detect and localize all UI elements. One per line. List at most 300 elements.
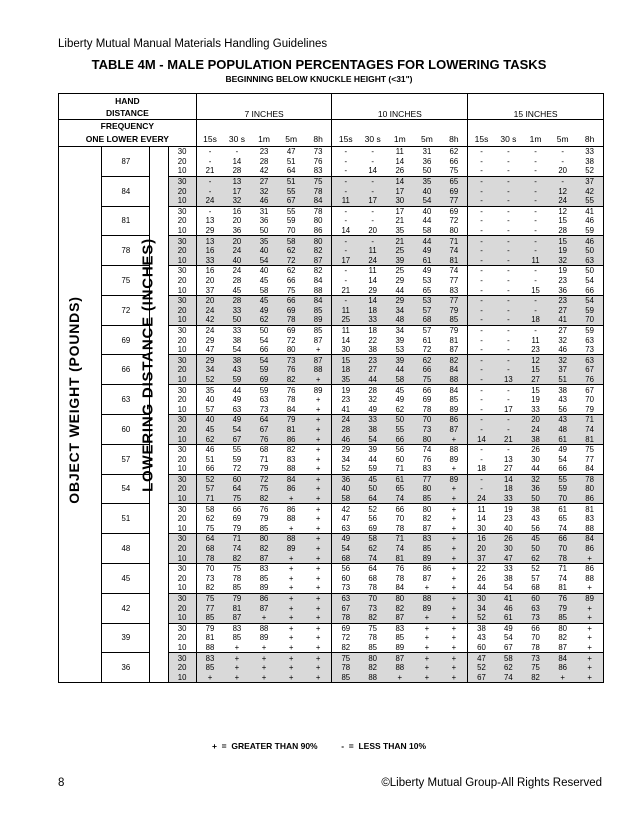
lowering-distance-value: 20 <box>168 306 196 316</box>
percentage-cell: 84 <box>441 385 468 395</box>
percentage-cell: 85 <box>368 642 378 652</box>
table-row <box>59 206 604 216</box>
percentage-cell: 12 <box>522 355 549 365</box>
percentage-cell: 19 <box>504 504 513 514</box>
percentage-cell: - <box>468 295 495 305</box>
percentage-cell: - <box>468 186 495 196</box>
percentage-cell: 70 <box>205 564 215 574</box>
percentage-cell: + <box>288 583 294 593</box>
percentage-cell: - <box>507 395 510 405</box>
object-weight-value: 66 <box>102 355 150 385</box>
percentage-cell: - <box>534 206 537 216</box>
percentage-cell: 85 <box>232 583 242 593</box>
percentage-cell: 89 <box>259 633 269 643</box>
percentage-cell: 70 <box>549 494 576 504</box>
percentage-cell: 89 <box>259 583 269 593</box>
percentage-cell: 73 <box>522 613 549 623</box>
percentage-cell: + <box>305 672 332 682</box>
percentage-cell: + <box>288 642 294 652</box>
running-header: Liberty Mutual Manual Materials Handling Guidelines <box>58 38 328 50</box>
percentage-cell: 39 <box>368 445 378 455</box>
percentage-cell: 86 <box>441 415 468 425</box>
percentage-cell: 85 <box>395 633 405 643</box>
percentage-cell: 29 <box>395 276 405 286</box>
percentage-cell: 24 <box>332 415 359 425</box>
percentage-cell: 50 <box>223 315 250 325</box>
percentage-cell: + <box>441 464 468 474</box>
percentage-cell: 81 <box>223 603 250 613</box>
percentage-cell: 45 <box>395 385 405 395</box>
percentage-cell: - <box>522 196 549 206</box>
percentage-cell: 77 <box>441 196 468 206</box>
percentage-cell: 85 <box>232 633 242 643</box>
percentage-cell: + <box>305 504 332 514</box>
percentage-cell: - <box>468 375 495 385</box>
lowering-distance-value: 20 <box>168 276 196 286</box>
percentage-cell: 20 <box>468 544 495 554</box>
percentage-cell: 66 <box>576 285 603 295</box>
percentage-cell: 86 <box>576 494 603 504</box>
percentage-cell: 24 <box>196 306 223 316</box>
percentage-cell: 86 <box>278 484 305 494</box>
percentage-cell: + <box>413 663 440 673</box>
percentage-cell: - <box>495 176 522 186</box>
percentage-cell: 14 <box>386 176 413 186</box>
percentage-cell: 75 <box>522 663 549 673</box>
percentage-cell: 79 <box>259 514 269 524</box>
percentage-cell: 45 <box>259 276 269 286</box>
percentage-cell: 33 <box>359 315 386 325</box>
object-weight-value: 45 <box>102 563 150 593</box>
percentage-cell: + <box>441 514 468 524</box>
percentage-cell: 60 <box>477 642 486 652</box>
percentage-cell: + <box>576 623 603 633</box>
percentage-cell: 69 <box>441 206 468 216</box>
percentage-cell: 78 <box>332 663 359 673</box>
percentage-cell: 19 <box>341 385 351 395</box>
percentage-cell: + <box>305 404 332 414</box>
percentage-cell: 36 <box>558 285 568 295</box>
percentage-cell: 33 <box>495 494 522 504</box>
percentage-cell: 66 <box>422 385 432 395</box>
percentage-cell: 26 <box>495 534 522 544</box>
percentage-cell: 75 <box>332 653 359 663</box>
percentage-cell: 58 <box>422 226 432 236</box>
percentage-cell: - <box>344 266 348 276</box>
percentage-cell: + <box>441 434 468 444</box>
frequency-header: 5m <box>556 134 569 144</box>
percentage-cell: + <box>424 583 430 593</box>
percentage-cell: 62 <box>441 147 468 157</box>
percentage-cell: 32 <box>522 474 549 484</box>
percentage-cell: 25 <box>395 266 405 276</box>
percentage-cell: 71 <box>395 464 405 474</box>
lowering-distance-value: 10 <box>168 464 196 474</box>
percentage-cell: 31 <box>259 206 269 216</box>
table-row <box>59 176 604 186</box>
percentage-cell: 54 <box>250 256 277 266</box>
percentage-cell: 59 <box>576 306 603 316</box>
percentage-cell: - <box>495 315 522 325</box>
percentage-cell: 53 <box>422 276 432 286</box>
percentage-cell: 78 <box>332 613 359 623</box>
percentage-cell: 42 <box>341 504 351 514</box>
percentage-cell: + <box>278 672 305 682</box>
percentage-cell: 73 <box>359 603 386 613</box>
percentage-cell: + <box>441 613 468 623</box>
percentage-cell: 83 <box>232 623 242 633</box>
percentage-cell: 50 <box>386 415 413 425</box>
percentage-cell: 29 <box>386 295 413 305</box>
percentage-cell: 62 <box>196 434 223 444</box>
percentage-cell: 64 <box>196 534 223 544</box>
percentage-cell: - <box>371 216 374 226</box>
percentage-cell: 82 <box>558 633 568 643</box>
percentage-cell: 70 <box>549 544 576 554</box>
percentage-cell: + <box>278 653 305 663</box>
percentage-cell: 45 <box>196 425 223 435</box>
percentage-cell: 23 <box>558 276 568 286</box>
percentage-cell: 33 <box>359 415 386 425</box>
percentage-cell: 22 <box>477 564 486 574</box>
percentage-cell: 84 <box>305 276 332 286</box>
percentage-cell: 78 <box>368 633 378 643</box>
percentage-cell: + <box>278 553 305 563</box>
percentage-cell: 24 <box>522 425 549 435</box>
percentage-cell: - <box>359 176 386 186</box>
percentage-cell: - <box>534 226 537 236</box>
percentage-cell: 11 <box>332 306 359 316</box>
percentage-cell: 86 <box>549 663 576 673</box>
percentage-cell: 68 <box>368 573 378 583</box>
percentage-cell: 84 <box>576 534 603 544</box>
percentage-cell: + <box>196 672 223 682</box>
group-header-7in: 7 INCHES <box>196 94 332 120</box>
percentage-cell: 54 <box>359 434 386 444</box>
lowering-distance-value: 10 <box>168 285 196 295</box>
percentage-cell: 84 <box>576 464 603 474</box>
percentage-cell: 74 <box>558 523 568 533</box>
percentage-cell: 79 <box>259 464 269 474</box>
percentage-cell: 60 <box>522 593 549 603</box>
percentage-cell: 50 <box>359 484 386 494</box>
percentage-cell: - <box>480 395 483 405</box>
percentage-cell: 36 <box>232 226 242 236</box>
percentage-cell: 40 <box>196 415 223 425</box>
percentage-cell: 15 <box>531 285 540 295</box>
percentage-cell: 33 <box>576 147 603 157</box>
percentage-cell: 62 <box>278 246 305 256</box>
percentage-cell: 69 <box>368 523 378 533</box>
percentage-cell: 63 <box>576 355 603 365</box>
percentage-cell: - <box>561 147 564 157</box>
percentage-cell: 38 <box>576 157 603 167</box>
percentage-cell: 83 <box>576 514 603 524</box>
percentage-cell: 85 <box>549 613 576 623</box>
percentage-cell: 23 <box>504 514 513 524</box>
percentage-cell: 67 <box>576 365 603 375</box>
percentage-cell: - <box>507 345 510 355</box>
percentage-cell: 16 <box>468 534 495 544</box>
percentage-cell: 49 <box>395 395 405 405</box>
object-weight-value: 57 <box>102 444 150 474</box>
percentage-cell: 14 <box>341 335 351 345</box>
percentage-cell: 85 <box>332 672 359 682</box>
percentage-cell: 24 <box>232 266 242 276</box>
percentage-cell: 23 <box>531 345 540 355</box>
percentage-cell: 63 <box>522 603 549 613</box>
percentage-cell: - <box>534 166 537 176</box>
percentage-cell: - <box>468 196 495 206</box>
percentage-cell: + <box>576 553 603 563</box>
percentage-cell: 14 <box>468 434 495 444</box>
percentage-cell: 80 <box>422 504 432 514</box>
percentage-cell: 78 <box>278 315 305 325</box>
percentage-cell: 40 <box>422 206 432 216</box>
percentage-cell: 76 <box>305 157 332 167</box>
lowering-distance-value: 20 <box>168 663 196 673</box>
percentage-cell: - <box>480 285 483 295</box>
percentage-cell: 74 <box>359 553 386 563</box>
percentage-cell: 89 <box>413 553 440 563</box>
percentage-cell: 36 <box>332 474 359 484</box>
percentage-cell: 17 <box>359 196 386 206</box>
percentage-cell: 54 <box>332 544 359 554</box>
frequency-label-line1: FREQUENCY <box>59 120 197 134</box>
percentage-cell: + <box>424 623 430 633</box>
lowering-distance-value: 10 <box>168 375 196 385</box>
percentage-cell: - <box>522 186 549 196</box>
percentage-cell: + <box>424 642 430 652</box>
percentage-cell: 87 <box>223 613 250 623</box>
percentage-cell: + <box>441 574 468 584</box>
percentage-cell: 86 <box>576 544 603 554</box>
percentage-cell: + <box>305 563 332 573</box>
percentage-cell: + <box>234 642 240 652</box>
percentage-cell: 46 <box>576 236 603 246</box>
percentage-cell: + <box>305 653 332 663</box>
percentage-cell: 14 <box>368 276 378 286</box>
percentage-cell: 30 <box>386 196 413 206</box>
percentage-cell: - <box>522 295 549 305</box>
percentage-cell: - <box>495 236 522 246</box>
percentage-cell: 58 <box>205 504 215 514</box>
percentage-cell: 71 <box>558 564 568 574</box>
percentage-cell: 69 <box>278 306 305 316</box>
percentage-cell: 49 <box>368 404 378 414</box>
percentage-cell: 78 <box>531 642 540 652</box>
lowering-distance-value: 30 <box>168 415 196 425</box>
percentage-cell: - <box>468 176 495 186</box>
percentage-cell: 66 <box>531 623 540 633</box>
percentage-cell: 73 <box>259 404 269 414</box>
percentage-cell: + <box>305 643 332 653</box>
percentage-cell: 79 <box>441 325 468 335</box>
percentage-cell: + <box>305 574 332 584</box>
percentage-cell: 41 <box>495 593 522 603</box>
percentage-cell: + <box>250 672 277 682</box>
percentage-cell: 75 <box>223 494 250 504</box>
percentage-cell: 27 <box>504 464 513 474</box>
percentage-cell: 83 <box>422 464 432 474</box>
percentage-cell: + <box>441 494 468 504</box>
percentage-cell: 82 <box>386 603 413 613</box>
percentage-cell: 44 <box>477 583 486 593</box>
percentage-cell: 67 <box>504 642 513 652</box>
frequency-header: 5m <box>285 134 298 144</box>
percentage-cell: 11 <box>395 147 404 157</box>
percentage-cell: 86 <box>278 434 305 444</box>
percentage-cell: 52 <box>468 613 495 623</box>
percentage-cell: 77 <box>196 603 223 613</box>
percentage-cell: 72 <box>278 256 305 266</box>
percentage-cell: + <box>576 663 603 673</box>
percentage-cell: - <box>507 166 510 176</box>
percentage-cell: 68 <box>196 544 223 554</box>
percentage-cell: 81 <box>558 583 568 593</box>
percentage-cell: 82 <box>286 445 296 455</box>
percentage-cell: - <box>507 445 510 455</box>
percentage-cell: 75 <box>196 593 223 603</box>
percentage-cell: 53 <box>395 345 405 355</box>
percentage-cell: + <box>278 603 305 613</box>
percentage-cell: - <box>468 474 495 484</box>
percentage-cell: 11 <box>341 325 350 335</box>
percentage-cell: 73 <box>413 425 440 435</box>
percentage-cell: + <box>278 593 305 603</box>
percentage-cell: - <box>332 295 359 305</box>
percentage-cell: - <box>480 404 483 414</box>
percentage-cell: - <box>534 147 537 157</box>
percentage-cell: 18 <box>495 484 522 494</box>
percentage-cell: 54 <box>576 295 603 305</box>
percentage-cell: 23 <box>341 395 351 405</box>
percentage-cell: 85 <box>305 325 332 335</box>
percentage-cell: 54 <box>504 583 513 593</box>
percentage-cell: - <box>371 147 374 157</box>
percentage-cell: 82 <box>305 246 332 256</box>
percentage-cell: 44 <box>386 365 413 375</box>
percentage-cell: 40 <box>332 484 359 494</box>
percentage-cell: 86 <box>286 504 296 514</box>
percentage-cell: - <box>495 425 522 435</box>
percentage-cell: 70 <box>531 633 540 643</box>
percentage-cell: 84 <box>278 474 305 484</box>
frequency-header: 5m <box>421 134 433 144</box>
frequency-header: 30 s <box>228 134 245 144</box>
percentage-cell: + <box>305 464 332 474</box>
percentage-cell: 46 <box>250 196 277 206</box>
frequency-header: 1m <box>529 134 542 144</box>
percentage-cell: 81 <box>205 633 215 643</box>
percentage-cell: 82 <box>250 494 277 504</box>
percentage-cell: - <box>480 216 483 226</box>
percentage-cell: 46 <box>558 345 568 355</box>
percentage-cell: 75 <box>441 166 468 176</box>
percentage-cell: 86 <box>305 226 332 236</box>
percentage-cell: 83 <box>413 534 440 544</box>
hand-distance-label-line2: DISTANCE <box>59 108 197 120</box>
percentage-cell: 85 <box>259 523 269 533</box>
percentage-cell: 66 <box>286 276 296 286</box>
percentage-cell: 36 <box>259 216 269 226</box>
percentage-cell: 66 <box>441 157 468 167</box>
percentage-cell: - <box>332 186 359 196</box>
lowering-distance-value: 30 <box>168 474 196 484</box>
percentage-cell: 54 <box>413 196 440 206</box>
lowering-distance-value: 10 <box>168 345 196 355</box>
percentage-cell: 79 <box>549 603 576 613</box>
percentage-cell: 11 <box>368 266 377 276</box>
frequency-label-line2: ONE LOWER EVERY <box>59 133 197 147</box>
object-weight-value: 87 <box>102 147 150 177</box>
percentage-cell: + <box>441 583 468 593</box>
percentage-cell: 57 <box>413 306 440 316</box>
percentage-cell: 37 <box>576 176 603 186</box>
percentage-cell: 54 <box>558 454 568 464</box>
percentage-cell: 78 <box>576 474 603 484</box>
percentage-cell: 30 <box>531 454 540 464</box>
percentage-cell: 64 <box>368 564 378 574</box>
percentage-cell: 84 <box>305 295 332 305</box>
percentage-cell: 62 <box>413 355 440 365</box>
percentage-cell: - <box>507 147 510 157</box>
frequency-header: 8h <box>441 133 468 147</box>
percentage-cell: 89 <box>441 474 468 484</box>
percentage-cell: 75 <box>368 623 378 633</box>
percentage-cell: 74 <box>223 544 250 554</box>
percentage-cell: 38 <box>558 385 568 395</box>
lowering-distance-value: 30 <box>168 385 196 395</box>
percentage-cell: 15 <box>549 236 576 246</box>
percentage-cell: 56 <box>341 564 351 574</box>
lowering-distance-value: 10 <box>168 583 196 593</box>
percentage-cell: 20 <box>205 276 215 286</box>
percentage-cell: 76 <box>549 593 576 603</box>
percentage-cell: 66 <box>205 464 215 474</box>
percentage-cell: 34 <box>341 454 351 464</box>
percentage-cell: 31 <box>422 147 432 157</box>
percentage-cell: 17 <box>332 256 359 266</box>
percentage-cell: 86 <box>422 564 432 574</box>
percentage-cell: 13 <box>205 216 215 226</box>
percentage-cell: + <box>305 633 332 643</box>
percentage-cell: - <box>332 236 359 246</box>
percentage-cell: 26 <box>531 445 540 455</box>
percentage-cell: 69 <box>232 514 242 524</box>
percentage-cell: + <box>576 613 603 623</box>
percentage-cell: 62 <box>205 514 215 524</box>
percentage-cell: 38 <box>531 504 540 514</box>
percentage-cell: - <box>468 365 495 375</box>
lowering-distance-value: 30 <box>168 593 196 603</box>
percentage-cell: + <box>441 672 468 682</box>
percentage-cell: 68 <box>413 315 440 325</box>
percentage-cell: - <box>522 306 549 316</box>
percentage-cell: - <box>332 246 359 256</box>
percentage-cell: 18 <box>522 315 549 325</box>
percentage-cell: 17 <box>223 186 250 196</box>
percentage-cell: 46 <box>205 445 215 455</box>
percentage-cell: 80 <box>558 623 568 633</box>
percentage-cell: 45 <box>522 534 549 544</box>
percentage-cell: 67 <box>576 385 603 395</box>
percentage-cell: 38 <box>359 425 386 435</box>
percentage-cell: + <box>288 623 294 633</box>
percentage-cell: 30 <box>468 593 495 603</box>
lowering-distance-value: 20 <box>168 246 196 256</box>
percentage-cell: - <box>468 415 495 425</box>
